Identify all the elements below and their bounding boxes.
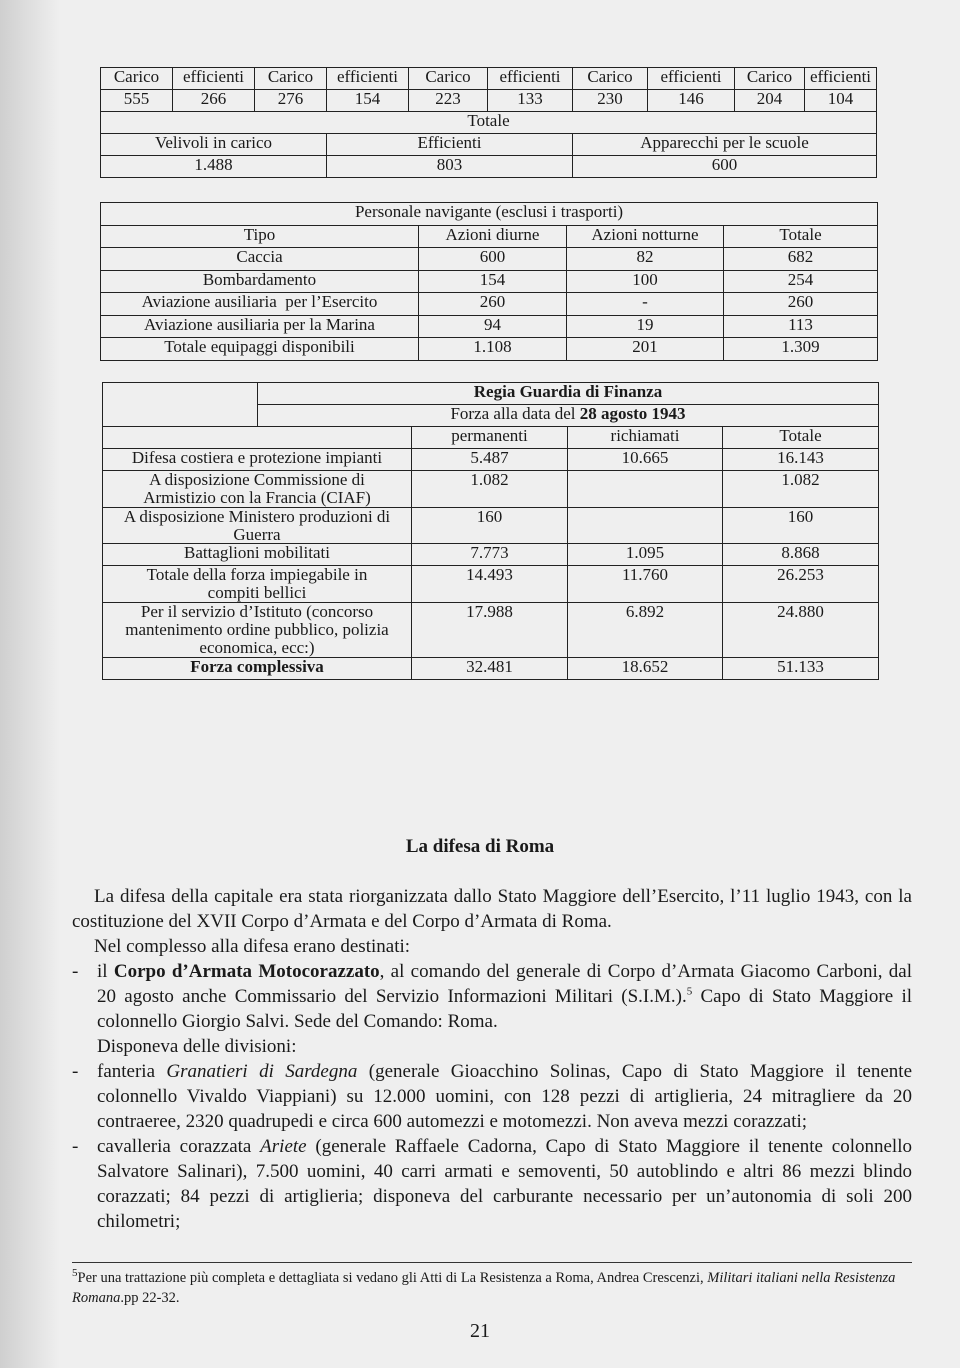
- header-cell: Carico: [255, 68, 327, 90]
- table-title: Personale navigante (esclusi i trasporti): [101, 203, 878, 226]
- value-cell: 230: [573, 90, 648, 112]
- footnote-ref[interactable]: 5: [686, 985, 693, 998]
- value-cell: 555: [101, 90, 173, 112]
- subtitle-prefix: Forza alla data del: [450, 404, 580, 423]
- table-cell: 260: [724, 293, 878, 316]
- item-text: (generale Gioacchino Solinas, Capo di Stato Maggiore il tenente colonnello Vivaldo Viappiani) su 12.000 uomini, con 128 pezzi di artiglieria, 24 mitragliere da 20 contraeree, 2320 quadrupedi e circa 600 automezzi e motomezzi. Non aveva mezzi corazzati;: [97, 1061, 912, 1132]
- table-cell: [568, 471, 723, 508]
- footnote-text: Per una trattazione più completa e dettagliata si vedano gli Atti di La Resistenza a Roma, Andrea Crescenzi,: [77, 1270, 708, 1286]
- summary-header-row: [101, 134, 877, 156]
- row-label: Bombardamento: [101, 270, 419, 293]
- column-header-row: [103, 427, 879, 449]
- list-dash: -: [72, 1136, 79, 1157]
- list-item: [72, 1059, 912, 1134]
- item-italic: Granatieri di Sardegna: [166, 1061, 358, 1082]
- item-italic: Ariete: [260, 1136, 307, 1157]
- table-subtitle: [258, 405, 879, 427]
- header-cell: efficienti: [648, 68, 735, 90]
- totale-row: [101, 112, 877, 134]
- row-label: Totale equipaggi disponibili: [101, 338, 419, 361]
- summary-value-row: [101, 156, 877, 178]
- aircraft-table: [100, 67, 877, 178]
- column-header: richiamati: [568, 427, 723, 449]
- table-row: [103, 603, 879, 658]
- footnote-italic: Militari italiani nella Resistenza Romana: [72, 1270, 896, 1306]
- footnote-divider: [72, 1262, 912, 1263]
- table-cell: 682: [724, 248, 878, 271]
- summary-header-cell: Velivoli in carico: [101, 134, 327, 156]
- paragraph: La difesa della capitale era stata riorganizzata dallo Stato Maggiore dell’Esercito, l’11 luglio 1943, con la costituzione del XVII Corpo d’Armata e del Corpo d’Armata di Roma.: [72, 886, 912, 932]
- summary-value-cell: 600: [573, 156, 877, 178]
- value-cell: 104: [805, 90, 877, 112]
- table-cell: 26.253: [723, 566, 879, 603]
- summary-value-cell: 803: [327, 156, 573, 178]
- table-cell: 160: [412, 507, 568, 544]
- item-bold: Corpo d’Armata Motocorazzato: [113, 961, 380, 982]
- table-cell: 16.143: [723, 449, 879, 471]
- row-label: Aviazione ausiliaria per la Marina: [101, 315, 419, 338]
- row-label: Difesa costiera e protezione impianti: [103, 449, 412, 471]
- value-cell: 146: [648, 90, 735, 112]
- column-header: Totale: [724, 225, 878, 248]
- table-cell: 113: [724, 315, 878, 338]
- table-row: [103, 507, 879, 544]
- item-text: cavalleria corazzata: [97, 1136, 261, 1157]
- table-cell: 600: [419, 248, 567, 271]
- column-header: Azioni notturne: [567, 225, 724, 248]
- subtitle-date: 28 agosto 1943: [579, 404, 686, 423]
- header-cell: efficienti: [488, 68, 573, 90]
- table-cell: 254: [724, 270, 878, 293]
- table-cell: 5.487: [412, 449, 568, 471]
- row-label: A disposizione Commissione di Armistizio con la Francia (CIAF): [103, 471, 412, 508]
- item-text: fanteria: [97, 1061, 167, 1082]
- column-header-row: [101, 225, 878, 248]
- table-cell: 82: [567, 248, 724, 271]
- table-cell: 100: [567, 270, 724, 293]
- item-text: Capo di Stato Maggiore il colonnello Giorgio Salvi. Sede del Comando: Roma.: [97, 986, 912, 1032]
- table-cell: 17.988: [412, 603, 568, 658]
- page-number: 21: [470, 1320, 490, 1342]
- finanza-table: [102, 382, 879, 680]
- table-cell: 10.665: [568, 449, 723, 471]
- summary-header-cell: Apparecchi per le scuole: [573, 134, 877, 156]
- table-cell: 32.481: [412, 657, 568, 679]
- table-cell: 24.880: [723, 603, 879, 658]
- header-cell: efficienti: [173, 68, 255, 90]
- list-subline: Disponeva delle divisioni:: [97, 1036, 297, 1057]
- footnote-text: .pp 22-32.: [120, 1290, 180, 1306]
- row-label: Battaglioni mobilitati: [103, 544, 412, 566]
- table-cell: 260: [419, 293, 567, 316]
- header-cell: efficienti: [805, 68, 877, 90]
- table-cell: 160: [723, 507, 879, 544]
- table-cell: 14.493: [412, 566, 568, 603]
- value-cell: 133: [488, 90, 573, 112]
- table-cell: 1.082: [412, 471, 568, 508]
- list-item: [72, 1134, 912, 1234]
- table-cell: 201: [567, 338, 724, 361]
- value-cell: 276: [255, 90, 327, 112]
- table-subtitle-row: [103, 405, 879, 427]
- row-label: A disposizione Ministero produzioni di Guerra: [103, 507, 412, 544]
- table-cell: 11.760: [568, 566, 723, 603]
- aircraft-header-row: [101, 68, 877, 90]
- page-edge-shadow: [0, 0, 60, 1368]
- table-row: [103, 471, 879, 508]
- item-text: (generale Raffaele Cadorna, Capo di Stato Maggiore il tenente colonnello Salvatore Salinari), 7.500 uomini, 40 carri armati e semoventi, 50 autoblindo e altri 86 mezzi blindo corazzati; 84 pezzi di artiglieria; disponeva del carburante necessario per un’autonomia di soli 200 chilometri;: [97, 1136, 912, 1232]
- body-text: [72, 884, 912, 1234]
- value-cell: 223: [409, 90, 488, 112]
- table-row: [103, 657, 879, 679]
- table-row: [101, 315, 878, 338]
- list-dash: -: [72, 961, 79, 982]
- item-text: , al comando del generale di Corpo d’Armata Giacomo Carboni, dal 20 agosto anche Commissario del Servizio Informazioni Militari (S.I.M.).: [97, 961, 912, 1007]
- value-cell: 154: [327, 90, 409, 112]
- column-header: Azioni diurne: [419, 225, 567, 248]
- list-item: [72, 959, 912, 1034]
- table-cell: 1.108: [419, 338, 567, 361]
- table-row: [103, 449, 879, 471]
- item-text: il: [97, 961, 114, 982]
- footnote-number: 5: [72, 1267, 78, 1280]
- column-header: permanenti: [412, 427, 568, 449]
- header-cell: Carico: [573, 68, 648, 90]
- table-cell: 6.892: [568, 603, 723, 658]
- list-dash: -: [72, 1061, 79, 1082]
- table-row: [101, 293, 878, 316]
- aircraft-value-row: [101, 90, 877, 112]
- header-cell: Carico: [735, 68, 805, 90]
- header-cell: Carico: [101, 68, 173, 90]
- row-label: Caccia: [101, 248, 419, 271]
- table-row: [101, 248, 878, 271]
- value-cell: 204: [735, 90, 805, 112]
- table-cell: 18.652: [568, 657, 723, 679]
- table-row: [103, 566, 879, 603]
- table-cell: [568, 507, 723, 544]
- row-label: Forza complessiva: [103, 657, 412, 679]
- table-row: [101, 338, 878, 361]
- table-cell: 7.773: [412, 544, 568, 566]
- table-cell: 154: [419, 270, 567, 293]
- header-cell: Carico: [409, 68, 488, 90]
- footnote: [72, 1268, 917, 1308]
- table-title-row: [103, 383, 879, 405]
- column-header: Tipo: [101, 225, 419, 248]
- table-title: Regia Guardia di Finanza: [258, 383, 879, 405]
- table-title-row: [101, 203, 878, 226]
- value-cell: 266: [173, 90, 255, 112]
- table-cell: 1.309: [724, 338, 878, 361]
- flight-personnel-table: [100, 202, 878, 361]
- totale-label: Totale: [101, 112, 877, 134]
- column-header: Totale: [723, 427, 879, 449]
- row-label: Per il servizio d’Istituto (concorso mantenimento ordine pubblico, polizia economica, ecc:): [103, 603, 412, 658]
- row-label: Aviazione ausiliaria per l’Esercito: [101, 293, 419, 316]
- table-cell: -: [567, 293, 724, 316]
- paragraph: Nel complesso alla difesa erano destinati:: [94, 936, 411, 957]
- table-cell: 1.095: [568, 544, 723, 566]
- table-cell: 1.082: [723, 471, 879, 508]
- table-row: [101, 270, 878, 293]
- section-heading: La difesa di Roma: [405, 836, 555, 857]
- summary-header-cell: Efficienti: [327, 134, 573, 156]
- table-row: [103, 544, 879, 566]
- table-cell: 94: [419, 315, 567, 338]
- table-cell: 19: [567, 315, 724, 338]
- header-cell: efficienti: [327, 68, 409, 90]
- row-label: Totale della forza impiegabile in compiti bellici: [103, 566, 412, 603]
- table-cell: 8.868: [723, 544, 879, 566]
- table-cell: 51.133: [723, 657, 879, 679]
- summary-value-cell: 1.488: [101, 156, 327, 178]
